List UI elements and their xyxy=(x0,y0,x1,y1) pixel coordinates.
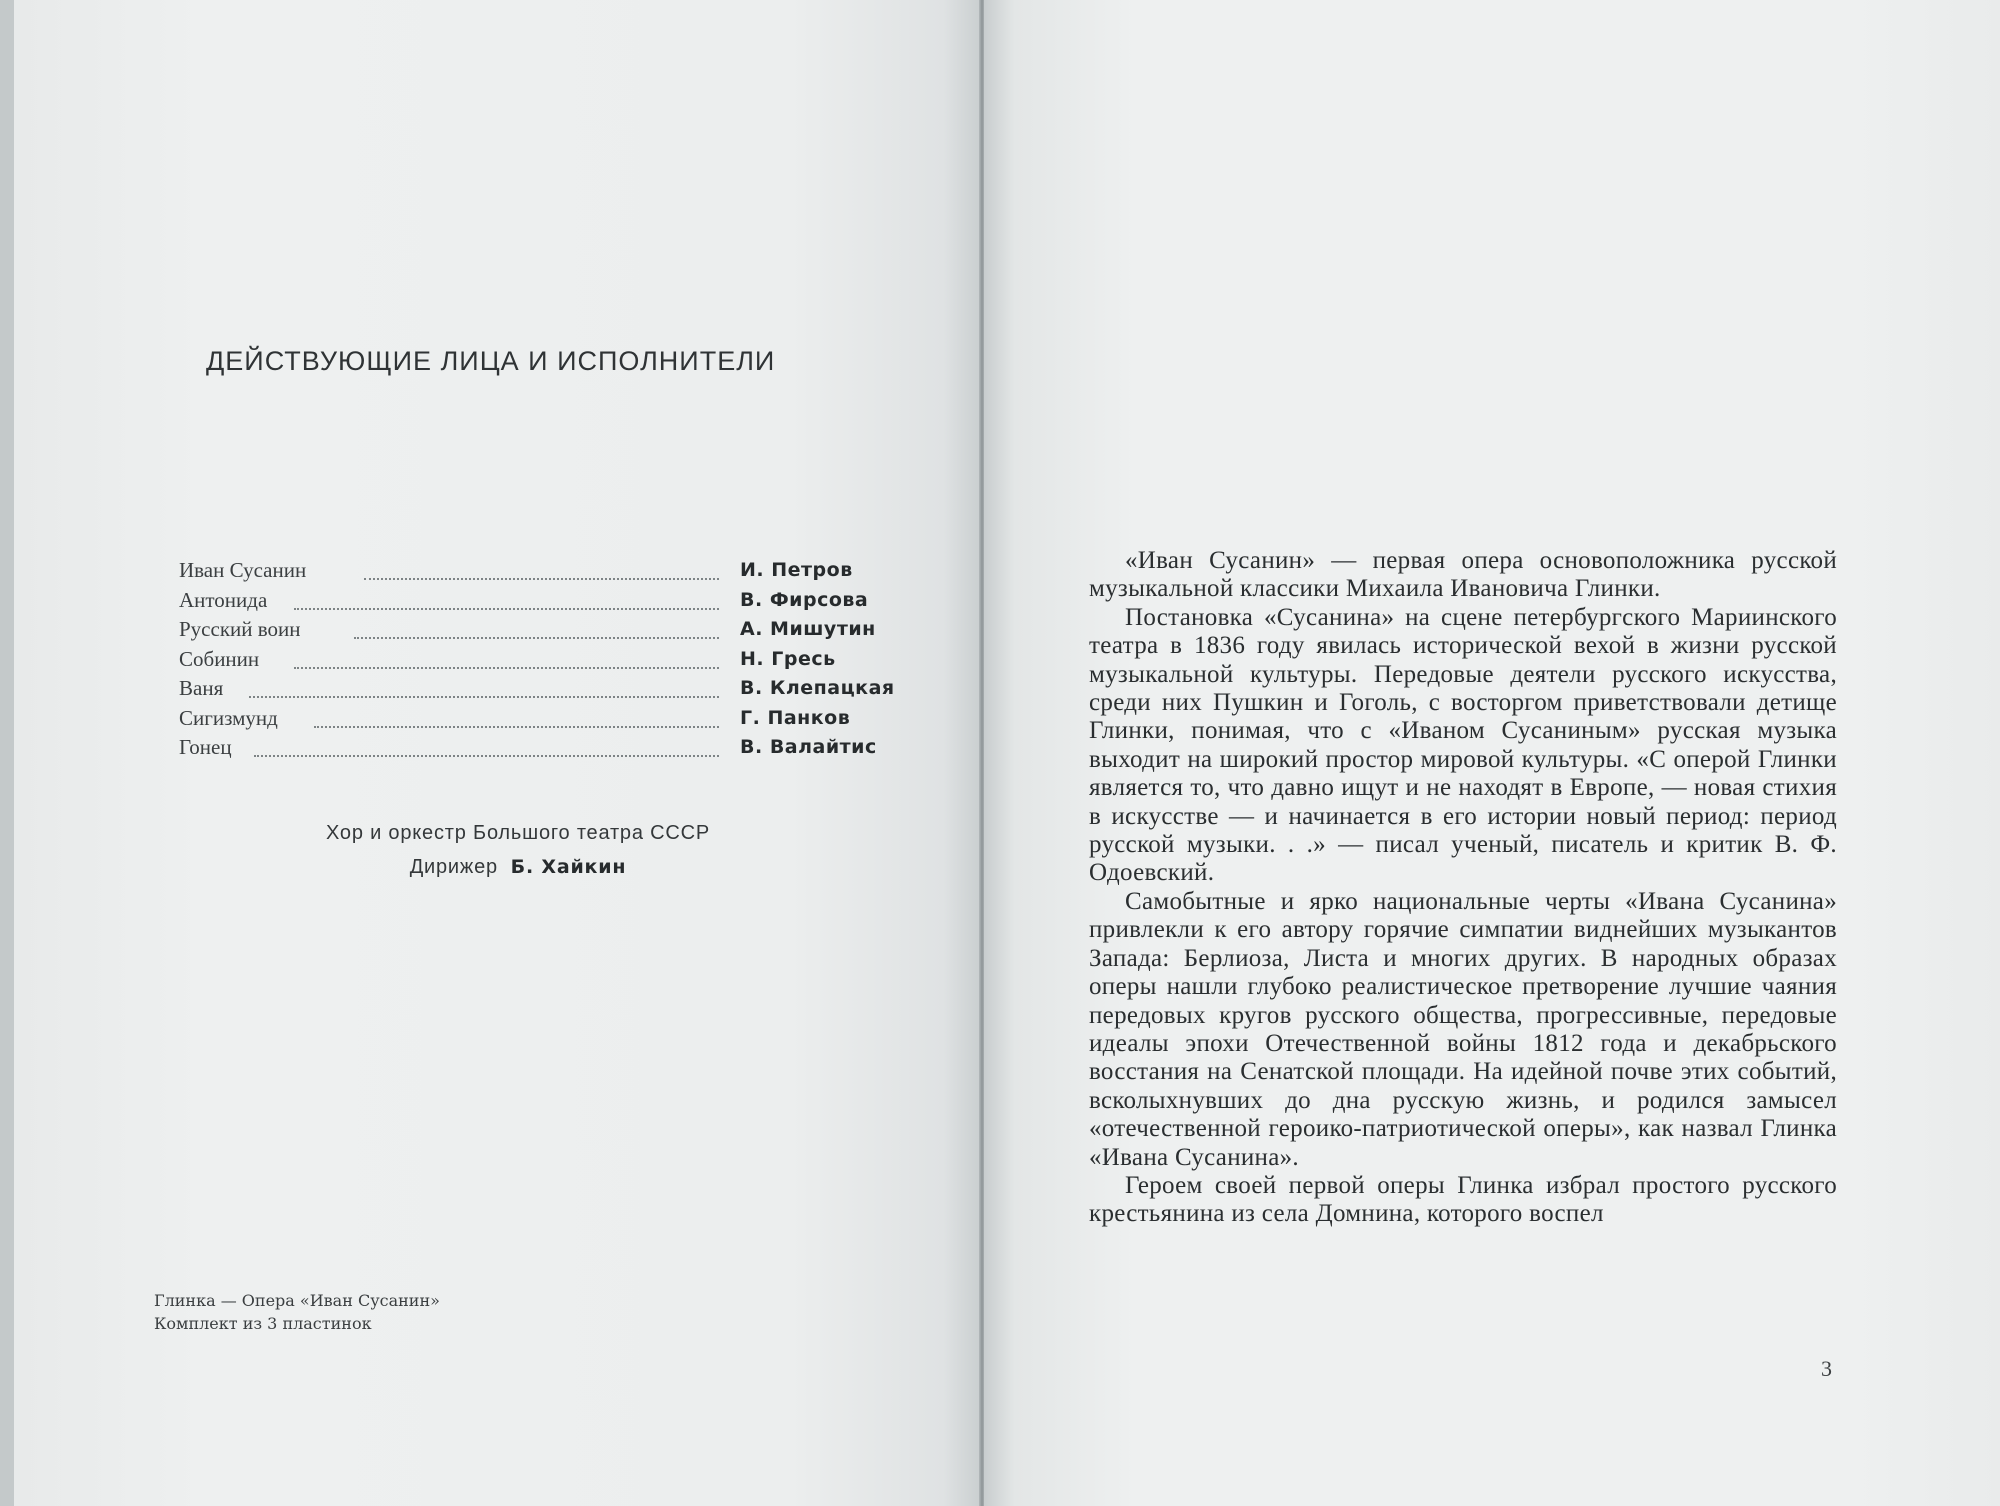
cast-role: Ваня xyxy=(179,676,224,700)
leader-dots xyxy=(294,647,719,669)
leader-dots xyxy=(294,588,719,610)
left-edge-shadow xyxy=(0,0,14,1506)
leader-dots xyxy=(314,706,719,728)
cast-role: Сигизмунд xyxy=(179,705,278,730)
choir-orchestra-line: Хор и оркестр Большого театра СССР xyxy=(325,822,710,844)
paragraph: «Иван Сусанин» — первая опера основоположника русской музыкальной классики Михаила Ивановича Глинки. xyxy=(1089,547,1837,603)
cast-role: Гонец xyxy=(179,735,232,759)
conductor-name: Б. Хайкин xyxy=(510,856,627,878)
cast-performer: Г. Панков xyxy=(740,706,851,729)
footer-line-title: Глинка — Опера «Иван Сусанин» xyxy=(154,1291,440,1310)
paragraph: Героем своей первой оперы Глинка избрал простого русского крестьянина из села Домнина, которого воспел xyxy=(1089,1171,1837,1228)
cast-performer: В. Клепацкая xyxy=(740,677,895,699)
conductor-line xyxy=(14,856,982,879)
cast-row xyxy=(179,615,899,645)
cast-performer: В. Фирсова xyxy=(740,588,869,611)
right-page xyxy=(984,0,2000,1506)
cast-row xyxy=(179,704,899,734)
left-page xyxy=(14,0,982,1506)
cast-role: Собинин xyxy=(179,646,260,671)
cast-performer: В. Валайтис xyxy=(740,736,877,758)
cast-performer: И. Петров xyxy=(740,559,853,581)
footer-note xyxy=(154,1289,440,1335)
cast-list xyxy=(179,556,899,763)
cast-role: Русский воин xyxy=(179,617,301,641)
cast-role: Иван Сусанин xyxy=(179,558,307,582)
footer-line-set: Комплект из 3 пластинок xyxy=(154,1314,372,1333)
cast-row xyxy=(179,645,899,675)
cast-row xyxy=(179,586,899,616)
paragraph: Постановка «Сусанина» на сцене петербургского Мариинского театра в 1836 году явилась исторической вехой в жизни русской музыкальной культуры. Передовые деятели русского искусства, среди них Пушкин и Гоголь, с восторгом приветствовали детище Глинки, понимая, что с «Иваном Сусаниным» русская музыка выходит на широкий простор мировой культуры. «С оперой Глинки является то, что давно ищут и не находят в Европе, — новая стихия в искусстве — и начинается в его истории новый период: период русской музыки. . .» — писал ученый, писатель и критик В. Ф. Одоевский. xyxy=(1089,603,1837,887)
cast-performer: Н. Гресь xyxy=(740,647,836,670)
cast-row xyxy=(179,674,899,704)
paragraph: Самобытные и ярко национальные черты «Ивана Сусанина» привлекли к его автору горячие симпатии виднейших музыкантов Запада: Берлиоза, Листа и многих других. В народных образах оперы нашли глубоко реалистическое претворение лучшие чаяния передовых кругов русского общества, прогрессивные, передовые идеалы эпохи Отечественной войны 1812 года и декабрьского восстания на Сенатской площади. На идейной почве этих событий, всколыхнувших до дна русскую жизнь, и родился замысел «отечественной героико-патриотической оперы», как назвал Глинка «Ивана Сусанина». xyxy=(1089,887,1837,1171)
leader-dots xyxy=(364,558,719,580)
cast-row xyxy=(179,556,899,586)
leader-dots xyxy=(254,735,719,757)
leader-dots xyxy=(249,676,719,698)
cast-row xyxy=(179,733,899,763)
page-number: 3 xyxy=(1821,1356,1832,1381)
cast-heading: ДЕЙСТВУЮЩИЕ ЛИЦА И ИСПОЛНИТЕЛИ xyxy=(206,346,776,376)
article-body xyxy=(1089,547,1837,1229)
conductor-label: Дирижер xyxy=(409,856,498,878)
cast-performer: А. Мишутин xyxy=(740,618,876,640)
leader-dots xyxy=(354,617,719,639)
cast-role: Антонида xyxy=(179,587,268,612)
